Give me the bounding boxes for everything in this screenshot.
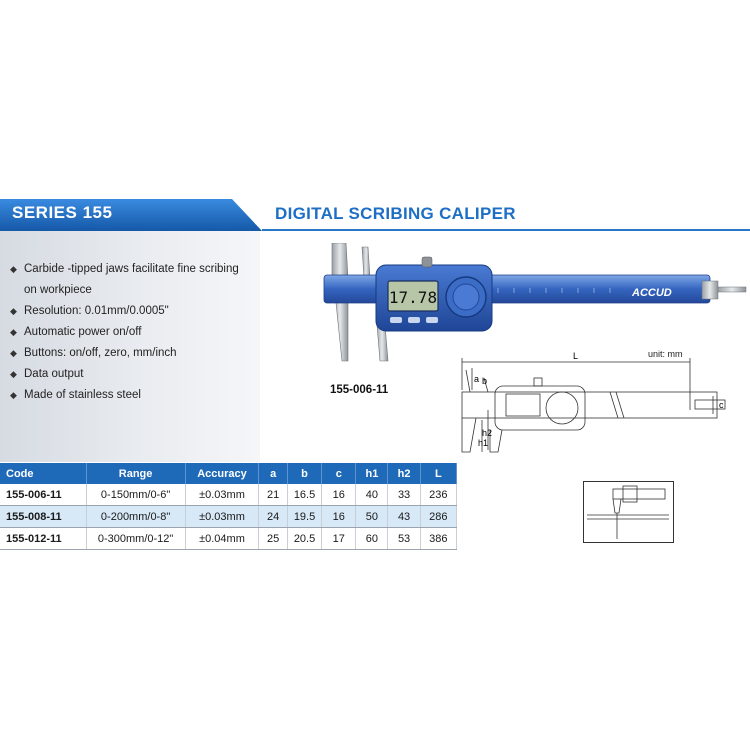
cell-code: 155-008-11 [0, 506, 86, 528]
cell-a: 24 [259, 506, 287, 528]
cell-accuracy: ±0.04mm [185, 528, 259, 550]
cell-b: 19.5 [287, 506, 321, 528]
feature-item: ◆ Made of stainless steel [0, 385, 250, 406]
caliper-product-image [318, 243, 750, 363]
diamond-bullet-icon: ◆ [10, 390, 17, 400]
feature-item: ◆ Buttons: on/off, zero, mm/inch [0, 343, 250, 364]
dim-b: b [482, 376, 488, 386]
cell-c: 16 [322, 506, 356, 528]
table-header-row [0, 463, 457, 484]
cell-a: 21 [259, 484, 287, 506]
cell-code: 155-006-11 [0, 484, 86, 506]
cell-L: 286 [420, 506, 456, 528]
scribing-detail-inset [583, 481, 674, 543]
cell-h2: 53 [388, 528, 420, 550]
dim-h2: h2 [482, 428, 493, 438]
cell-b: 20.5 [287, 528, 321, 550]
cell-h2: 43 [388, 506, 420, 528]
cell-accuracy: ±0.03mm [185, 506, 259, 528]
col-header-accuracy: Accuracy [185, 463, 259, 484]
brand-label: ACCUD [632, 287, 672, 299]
cell-c: 16 [322, 484, 356, 506]
col-header-b: b [287, 463, 321, 484]
cell-code: 155-012-11 [0, 528, 86, 550]
dim-a: a [474, 374, 480, 384]
table-row [0, 506, 457, 528]
col-header-h2: h2 [388, 463, 420, 484]
table-row [0, 484, 457, 506]
feature-list [0, 259, 250, 406]
unit-label: unit: mm [648, 349, 683, 359]
series-label: SERIES 155 [12, 203, 113, 222]
diamond-bullet-icon: ◆ [10, 327, 17, 337]
cell-h1: 50 [356, 506, 388, 528]
cell-h1: 60 [356, 528, 388, 550]
cell-range: 0-200mm/0-8" [86, 506, 185, 528]
feature-item: ◆ Resolution: 0.01mm/0.0005" [0, 301, 250, 322]
diamond-bullet-icon: ◆ [10, 369, 17, 379]
col-header-code: Code [0, 463, 86, 484]
cell-range: 0-150mm/0-6" [86, 484, 185, 506]
dim-h1: h1 [478, 438, 489, 448]
feature-item: ◆ Automatic power on/off [0, 322, 250, 343]
cell-b: 16.5 [287, 484, 321, 506]
cell-c: 17 [322, 528, 356, 550]
product-caption: 155-006-11 [330, 384, 389, 396]
diamond-bullet-icon: ◆ [10, 264, 17, 274]
cell-range: 0-300mm/0-12" [86, 528, 185, 550]
cell-a: 25 [259, 528, 287, 550]
lcd-reading: 17.78 [388, 288, 438, 307]
dimension-drawing [440, 350, 750, 460]
cell-L: 386 [420, 528, 456, 550]
col-header-range: Range [86, 463, 185, 484]
cell-L: 236 [420, 484, 456, 506]
col-header-L: L [420, 463, 456, 484]
feature-panel [0, 231, 260, 462]
feature-item: ◆ Data output [0, 364, 250, 385]
dim-L: L [573, 351, 579, 361]
cell-h2: 33 [388, 484, 420, 506]
cell-accuracy: ±0.03mm [185, 484, 259, 506]
feature-item: ◆ Carbide -tipped jaws facilitate fine scribing on workpiece [0, 259, 250, 301]
dim-c: c [719, 400, 724, 410]
product-title: DIGITAL SCRIBING CALIPER [275, 204, 516, 223]
col-header-a: a [259, 463, 287, 484]
diamond-bullet-icon: ◆ [10, 306, 17, 316]
cell-h1: 40 [356, 484, 388, 506]
spec-table [0, 463, 457, 550]
header-rule [262, 229, 750, 231]
col-header-h1: h1 [356, 463, 388, 484]
diamond-bullet-icon: ◆ [10, 348, 17, 358]
col-header-c: c [322, 463, 356, 484]
table-row [0, 528, 457, 550]
